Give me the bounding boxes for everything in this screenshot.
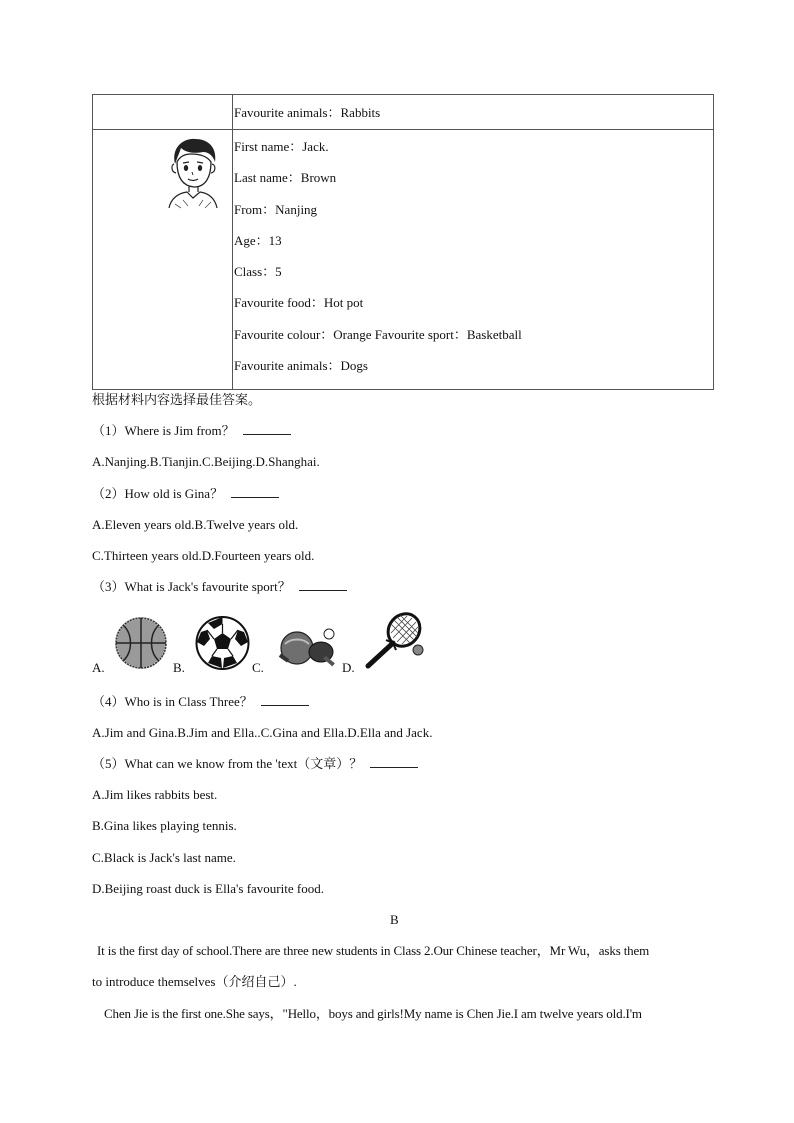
section-b-paragraph-1-line-1: It is the first day of school.There are three new students in Class 2.Our Chinese teacher，Mr Wu，asks them: [97, 943, 650, 958]
question-3: [92, 579, 347, 595]
answer-blank[interactable]: [370, 757, 418, 768]
basketball-icon[interactable]: [113, 616, 169, 670]
instruction-text: 根据材料内容选择最佳答案。: [92, 392, 262, 407]
question-stem: （1）Where is Jim from？: [92, 423, 235, 438]
question-4: [92, 694, 309, 710]
tennis-racket-icon[interactable]: [360, 610, 426, 670]
ping-pong-icon[interactable]: [277, 626, 339, 668]
field-favourite-food: Favourite food：Hot pot: [234, 295, 364, 311]
option-b-label: B.: [173, 660, 185, 675]
answer-blank[interactable]: [261, 695, 309, 706]
field-favourite-animals: Favourite animals：Dogs: [234, 358, 368, 374]
question-5-option-c: C.Black is Jack's last name.: [92, 850, 236, 865]
field-class: Class：5: [234, 264, 282, 280]
picture-cell: [93, 95, 233, 130]
section-b-heading: B: [390, 912, 399, 927]
section-b-paragraph-2-line-1: Chen Jie is the first one.She says，"Hello，boys and girls!My name is Chen Jie.I am twelve years old.I'm: [104, 1006, 642, 1021]
answer-blank[interactable]: [231, 487, 279, 498]
question-stem: （2）How old is Gina？: [92, 486, 224, 501]
question-5-option-a: A.Jim likes rabbits best.: [92, 787, 218, 802]
favourite-animals-rabbits: Favourite animals：Rabbits: [234, 105, 381, 120]
field-first-name: First name：Jack.: [234, 139, 329, 154]
soccer-ball-icon[interactable]: [194, 615, 251, 671]
info-cell: [233, 130, 714, 390]
question-2: [92, 486, 279, 502]
answer-blank[interactable]: [243, 424, 291, 435]
question-5: [92, 756, 418, 772]
question-stem: （5）What can we know from the 'text（文章）？: [92, 756, 363, 771]
section-b-paragraph-1-line-2: to introduce themselves（介绍自己）.: [92, 974, 297, 989]
info-cell: [233, 95, 714, 130]
question-2-options-ab: A.Eleven years old.B.Twelve years old.: [92, 517, 299, 532]
field-from: From：Nanjing: [234, 201, 318, 217]
field-favourite-colour-sport: Favourite colour：Orange Favourite sport：Basketball: [234, 326, 522, 342]
question-stem: （4）Who is in Class Three？: [92, 694, 253, 709]
option-d-label: D.: [342, 660, 355, 675]
question-4-options: A.Jim and Gina.B.Jim and Ella..C.Gina and Ella.D.Ella and Jack.: [92, 725, 433, 740]
question-5-option-b: B.Gina likes playing tennis.: [92, 818, 237, 833]
table-row: [93, 95, 714, 130]
boy-portrait-icon: [163, 134, 223, 210]
question-1-options: A.Nanjing.B.Tianjin.C.Beijing.D.Shanghai.: [92, 454, 320, 469]
option-c-label: C.: [252, 660, 264, 675]
option-a-label: A.: [92, 660, 105, 675]
answer-blank[interactable]: [299, 580, 347, 591]
question-stem: （3）What is Jack's favourite sport？: [92, 579, 291, 594]
question-5-option-d: D.Beijing roast duck is Ella's favourite food.: [92, 881, 324, 896]
question-1: [92, 423, 291, 439]
field-last-name: Last name：Brown: [234, 170, 337, 186]
question-2-options-cd: C.Thirteen years old.D.Fourteen years old.: [92, 548, 315, 563]
jack-fields: [233, 130, 713, 389]
field-age: Age：13: [234, 232, 282, 248]
